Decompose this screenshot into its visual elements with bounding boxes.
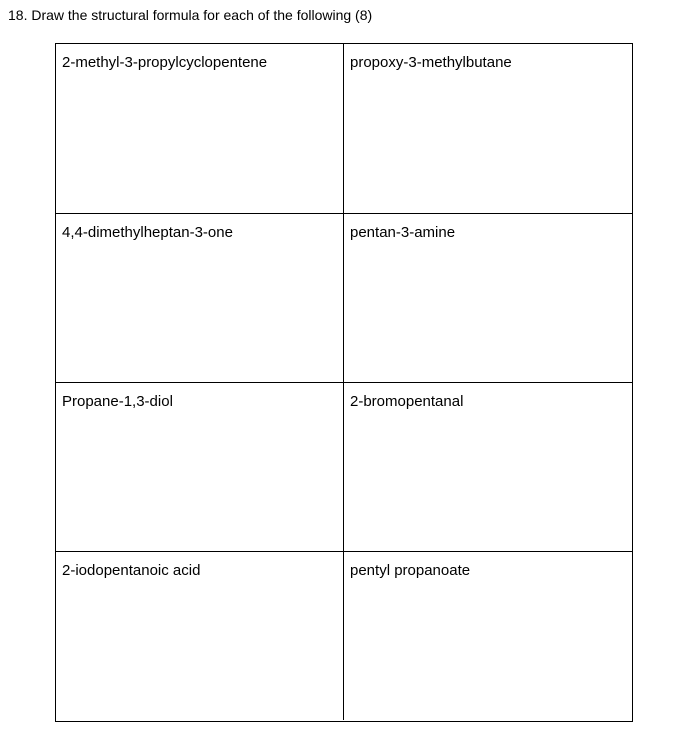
compound-name: Propane-1,3-diol <box>62 393 173 410</box>
answer-cell[interactable] <box>56 551 344 720</box>
question-text: 18. Draw the structural formula for each of the following (8) <box>8 7 373 23</box>
answer-cell[interactable] <box>344 44 632 213</box>
compound-name: propoxy-3-methylbutane <box>350 54 512 71</box>
answer-cell[interactable] <box>344 382 632 551</box>
answer-cell[interactable] <box>56 44 344 213</box>
compound-name: 2-bromopentanal <box>350 393 464 410</box>
compound-name: pentyl propanoate <box>350 562 471 579</box>
answer-cell[interactable] <box>56 213 344 382</box>
compound-name: pentan-3-amine <box>350 224 456 241</box>
answer-cell[interactable] <box>344 551 632 720</box>
answer-cell[interactable] <box>344 213 632 382</box>
compound-name: 4,4-dimethylheptan-3-one <box>62 224 233 241</box>
compound-name: 2-iodopentanoic acid <box>62 562 201 579</box>
answer-cell[interactable] <box>56 382 344 551</box>
answer-grid <box>55 43 633 722</box>
compound-name: 2-methyl-3-propylcyclopentene <box>62 54 268 71</box>
